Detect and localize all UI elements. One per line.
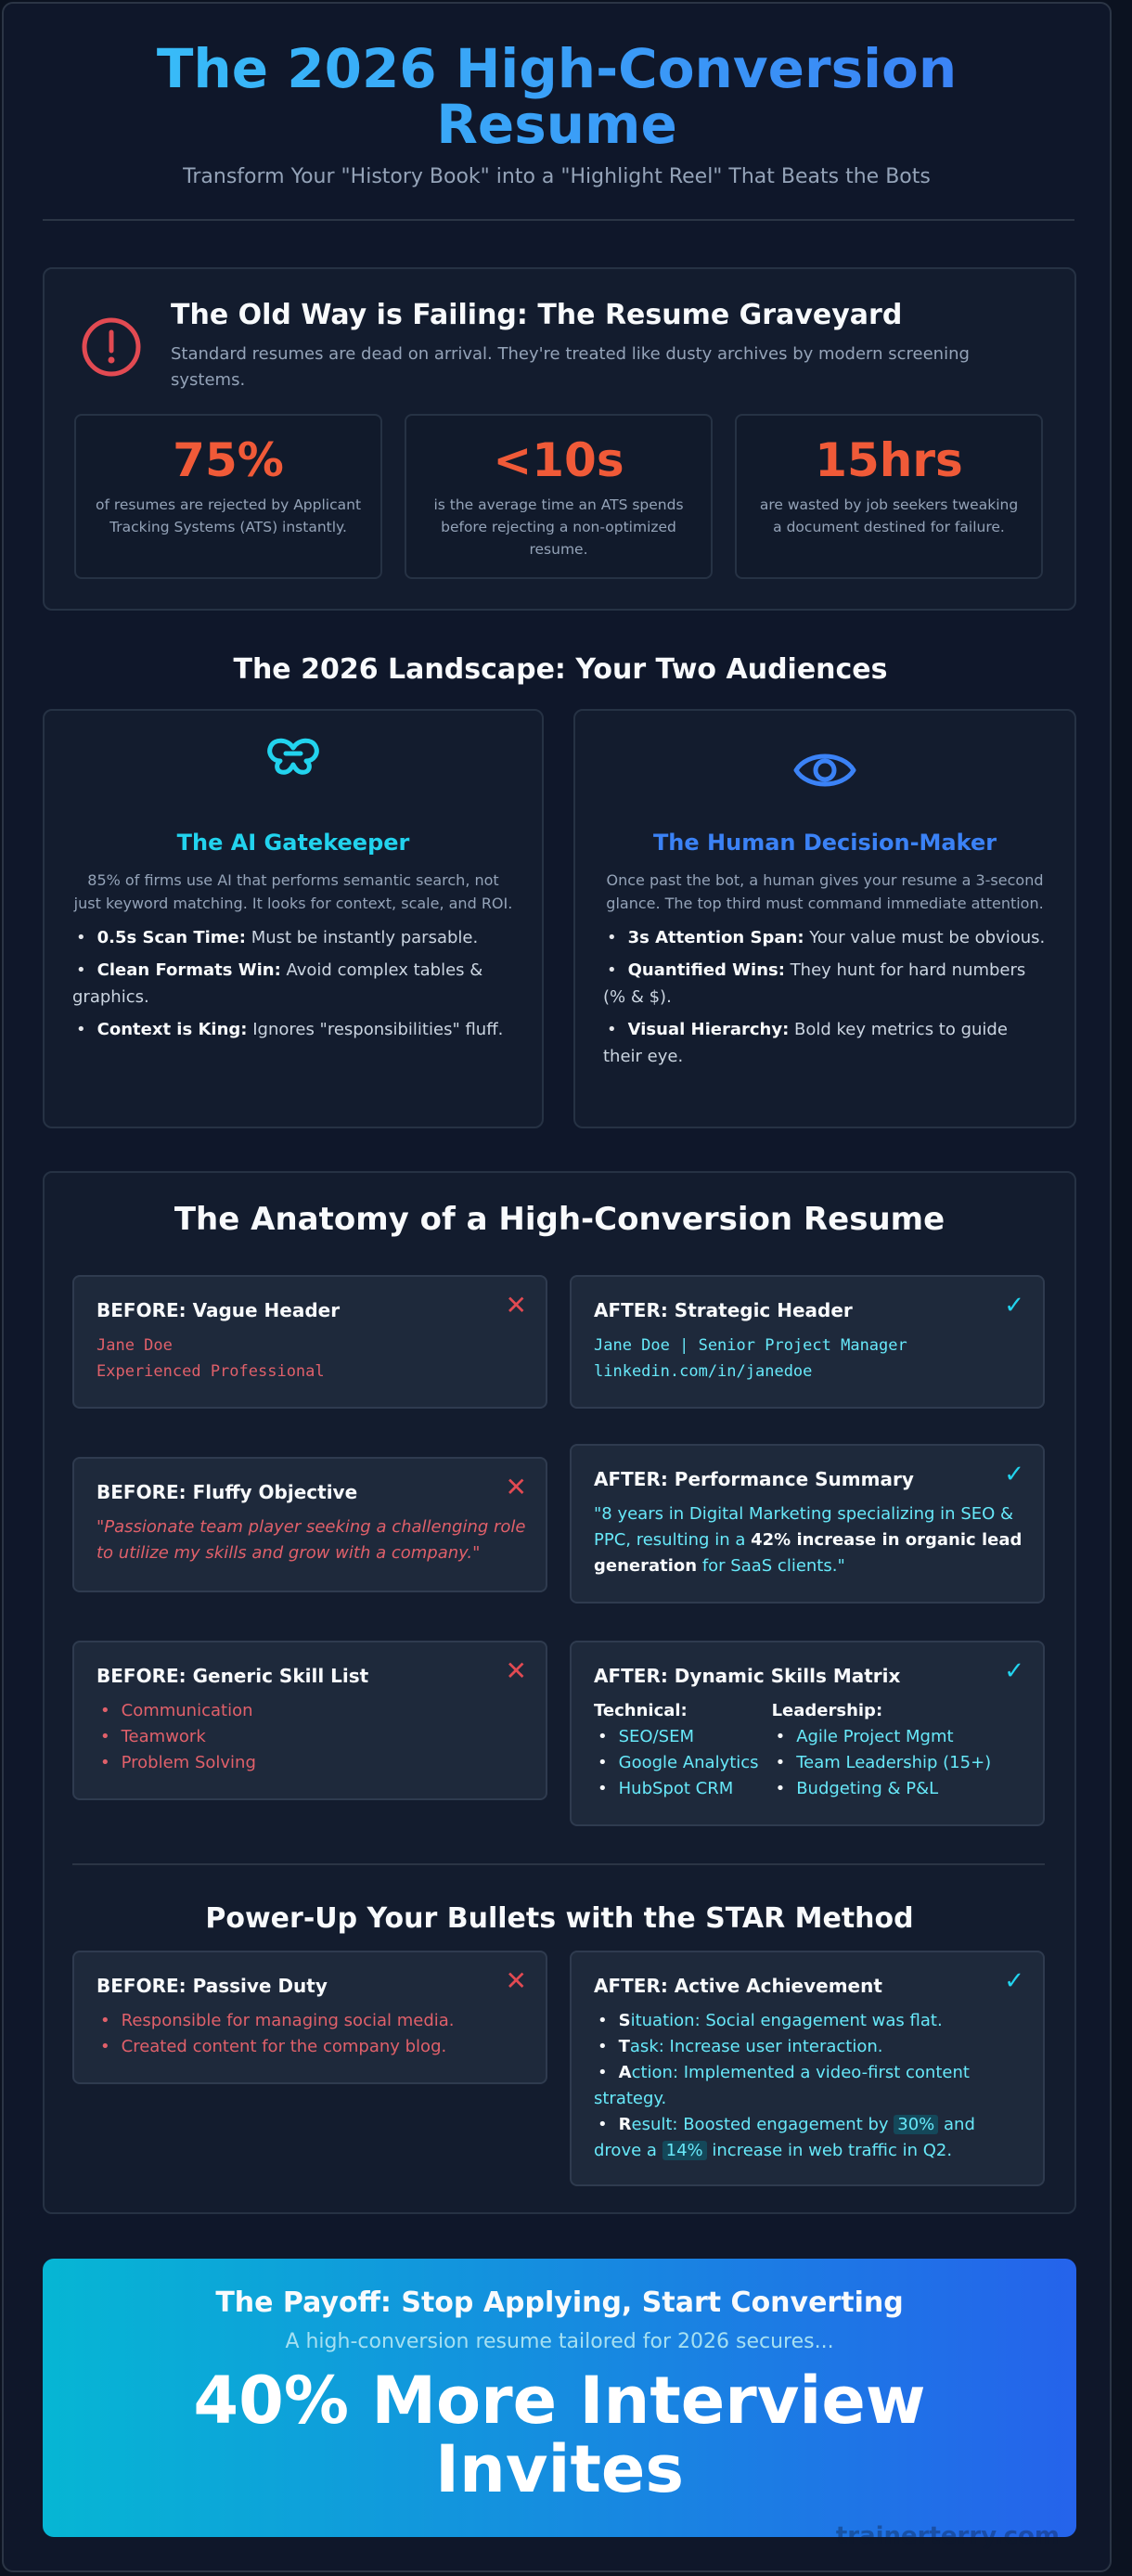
item-label: Quantified Wins: xyxy=(627,960,785,980)
after-skills-box xyxy=(570,1641,1045,1826)
ai-gatekeeper-title: The AI Gatekeeper xyxy=(176,830,410,856)
box-title: BEFORE: Vague Header xyxy=(96,1299,341,1321)
star-text: ituation: Social engagement was flat. xyxy=(630,2011,943,2030)
leadership-list xyxy=(772,1724,992,1802)
page-subtitle: Transform Your "History Book" into a "Highlight Reel" That Beats the Bots xyxy=(183,165,931,188)
list-item xyxy=(603,924,1050,951)
infographic-frame xyxy=(2,2,1112,2572)
stat-desc: is the average time an ATS spends before rejecting a non-optimized resume. xyxy=(433,496,684,558)
summary-part: for SaaS clients." xyxy=(697,1556,845,1576)
box-title: AFTER: Strategic Header xyxy=(594,1299,853,1321)
box-title: BEFORE: Passive Duty xyxy=(96,1975,328,1997)
watermark: trainerterry.com xyxy=(835,2522,1060,2550)
header-name: Jane Doe xyxy=(96,1336,173,1355)
before-passive-box xyxy=(72,1951,547,2084)
before-header-box xyxy=(72,1275,547,1409)
divider xyxy=(72,1863,1045,1865)
human-desc: Once past the bot, a human gives your resume a 3-second glance. The top third must command immediate attention. xyxy=(606,871,1044,912)
x-icon: ✕ xyxy=(505,1290,527,1320)
list-item: • Agile Project Mgmt xyxy=(772,1724,992,1750)
ai-gatekeeper-list xyxy=(72,924,518,1049)
check-icon: ✓ xyxy=(1004,1657,1024,1685)
eye-icon xyxy=(792,744,857,796)
star-text: esult: Boosted engagement by xyxy=(631,2115,894,2134)
item-text: Bold key metrics to guide their eye. xyxy=(603,1020,1008,1066)
list-item xyxy=(72,1016,518,1043)
check-icon: ✓ xyxy=(1004,1292,1024,1320)
star-task xyxy=(594,2034,1024,2060)
star-situation xyxy=(594,2008,1024,2034)
failing-title: The Old Way is Failing: The Resume Graveyard xyxy=(171,299,903,331)
item-text: Avoid complex tables & graphics. xyxy=(72,960,483,1007)
box-title: BEFORE: Generic Skill List xyxy=(96,1665,369,1687)
box-body xyxy=(594,2008,1024,2164)
stat-value: 15hrs xyxy=(815,433,963,487)
star-text: ction: Implemented a video-first content strategy. xyxy=(594,2063,970,2108)
x-icon: ✕ xyxy=(505,1965,527,1996)
payoff-title: The Payoff: Stop Applying, Start Converting xyxy=(215,2286,904,2319)
box-body xyxy=(594,1698,1024,1802)
payoff-banner xyxy=(43,2259,1076,2537)
header xyxy=(4,4,1110,188)
box-body xyxy=(96,2008,527,2060)
stat-desc: are wasted by job seekers tweaking a document destined for failure. xyxy=(759,496,1019,535)
item-label: Context is King: xyxy=(96,1020,248,1039)
header-name: Jane Doe | Senior Project Manager xyxy=(594,1336,907,1355)
human-title: The Human Decision-Maker xyxy=(652,830,997,856)
list-item xyxy=(72,957,518,1011)
list-item: • Budgeting & P&L xyxy=(772,1776,992,1802)
item-text: Must be instantly parsable. xyxy=(245,928,479,947)
metric-highlight: 14% xyxy=(662,2141,707,2160)
exclamation-circle-icon xyxy=(80,316,143,379)
list-item: • HubSpot CRM xyxy=(594,1776,759,1802)
x-icon: ✕ xyxy=(505,1472,527,1502)
stat-desc: of resumes are rejected by Applicant Tracking Systems (ATS) instantly. xyxy=(95,496,362,535)
list-item: • Responsible for managing social media. xyxy=(96,2008,527,2034)
ai-gatekeeper-desc: 85% of firms use AI that performs semantic search, not just keyword matching. It looks for context, scale, and ROI. xyxy=(73,871,513,912)
list-item: • Team Leadership (15+) xyxy=(772,1750,992,1776)
stat-value: 75% xyxy=(173,433,284,487)
stat-card xyxy=(735,414,1043,579)
anatomy-card xyxy=(43,1171,1076,2214)
list-item: • Communication xyxy=(96,1698,527,1724)
before-skills-box xyxy=(72,1641,547,1800)
after-header-box xyxy=(570,1275,1045,1409)
technical-list xyxy=(594,1724,759,1802)
list-item xyxy=(603,1016,1050,1070)
item-label: 0.5s Scan Time: xyxy=(96,928,246,947)
item-text: They hunt for hard numbers (% & $). xyxy=(603,960,1026,1007)
star-action xyxy=(594,2060,1024,2112)
box-body xyxy=(594,1333,1024,1385)
summary-highlight: 42% increase in organic lead generation xyxy=(594,1530,1023,1576)
star-title: Power-Up Your Bullets with the STAR Method xyxy=(205,1902,914,1935)
box-title: BEFORE: Fluffy Objective xyxy=(96,1481,358,1503)
item-text: Your value must be obvious. xyxy=(804,928,1046,947)
summary-text xyxy=(594,1501,1024,1579)
box-body xyxy=(96,1698,527,1776)
human-list xyxy=(603,924,1050,1075)
duty-list xyxy=(96,2008,527,2060)
list-item: • Teamwork xyxy=(96,1724,527,1750)
failing-desc: Standard resumes are dead on arrival. They're treated like dusty archives by modern screening systems. xyxy=(171,344,970,390)
header-role: Experienced Professional xyxy=(96,1362,325,1381)
star-text: increase in web traffic in Q2. xyxy=(706,2141,953,2160)
list-item xyxy=(72,924,518,951)
star-text: ask: Increase user interaction. xyxy=(629,2037,883,2056)
item-label: Clean Formats Win: xyxy=(96,960,281,980)
page-title: The 2026 High-Conversion Resume xyxy=(139,41,974,152)
item-label: Visual Hierarchy: xyxy=(627,1020,790,1039)
stat-value: <10s xyxy=(493,433,624,487)
box-title: AFTER: Active Achievement xyxy=(594,1975,882,1997)
box-title: AFTER: Performance Summary xyxy=(594,1468,914,1490)
star-list xyxy=(594,2008,1024,2164)
item-text: Ignores "responsibilities" fluff. xyxy=(247,1020,504,1039)
payoff-subtitle: A high-conversion resume tailored for 2026 secures... xyxy=(285,2330,834,2353)
box-body xyxy=(594,1501,1024,1579)
item-label: 3s Attention Span: xyxy=(627,928,804,947)
ai-gatekeeper-card xyxy=(43,709,544,1128)
star-letter: R xyxy=(618,2115,632,2134)
star-text: and drove a xyxy=(594,2115,975,2160)
star-result xyxy=(594,2112,1024,2164)
list-item: • Created content for the company blog. xyxy=(96,2034,527,2060)
box-title: AFTER: Dynamic Skills Matrix xyxy=(594,1665,901,1687)
skill-list xyxy=(96,1698,527,1776)
divider xyxy=(43,219,1074,221)
box-body xyxy=(96,1514,527,1566)
after-active-box xyxy=(570,1951,1045,2186)
list-item: • Google Analytics xyxy=(594,1750,759,1776)
after-summary-box xyxy=(570,1444,1045,1604)
human-decision-maker-card xyxy=(573,709,1076,1128)
list-item: • SEO/SEM xyxy=(594,1724,759,1750)
check-icon: ✓ xyxy=(1004,1967,1024,1995)
landscape-title: The 2026 Landscape: Your Two Audiences xyxy=(233,653,888,686)
technical-column xyxy=(594,1698,759,1802)
header-link: linkedin.com/in/janedoe xyxy=(594,1362,813,1381)
check-icon: ✓ xyxy=(1004,1461,1024,1488)
objective-text: "Passionate team player seeking a challenging role to utilize my skills and grow with a company." xyxy=(96,1517,526,1563)
star-letter: S xyxy=(618,2011,631,2030)
star-letter: T xyxy=(618,2037,630,2056)
metric-highlight: 30% xyxy=(894,2115,938,2134)
stat-card xyxy=(405,414,713,579)
failing-card xyxy=(43,267,1076,611)
payoff-headline: 40% More Interview Invites xyxy=(193,2363,926,2507)
leadership-label: Leadership: xyxy=(771,1701,883,1720)
star-letter: A xyxy=(618,2063,632,2082)
leadership-column xyxy=(772,1698,992,1802)
list-item: • Problem Solving xyxy=(96,1750,527,1776)
x-icon: ✕ xyxy=(505,1655,527,1686)
list-item xyxy=(603,957,1050,1011)
box-body xyxy=(96,1333,527,1385)
stat-card xyxy=(74,414,382,579)
anatomy-title: The Anatomy of a High-Conversion Resume xyxy=(174,1201,945,1238)
summary-part: "8 years in Digital Marketing specializing in SEO & PPC, resulting in a xyxy=(594,1504,1014,1550)
technical-label: Technical: xyxy=(594,1701,688,1720)
before-objective-box xyxy=(72,1457,547,1592)
brain-icon xyxy=(264,733,323,779)
